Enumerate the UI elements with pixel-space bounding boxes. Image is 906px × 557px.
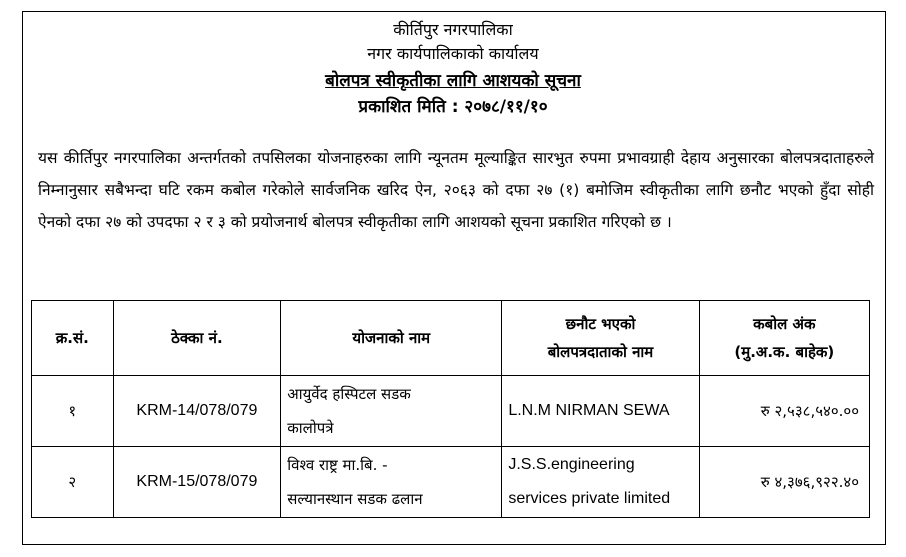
notice-title-text: बोलपत्र स्वीकृतीका लागि आशयको सूचना xyxy=(325,71,581,91)
row-project xyxy=(281,447,502,518)
header-sn: क्र.सं. xyxy=(32,301,114,376)
header-amount-line1: कबोल अंक xyxy=(753,315,816,333)
row-project-line2: सल्यानस्थान सडक ढलान xyxy=(287,490,423,508)
notice-title xyxy=(0,68,906,91)
row-project-line1: आयुर्वेद हस्पिटल सडक xyxy=(287,385,411,403)
header-bidder-line2: बोलपत्रदाताको नाम xyxy=(547,343,654,361)
table-row xyxy=(32,376,870,447)
row-sn: १ xyxy=(32,376,114,447)
header-bidder xyxy=(502,301,699,376)
header-amount xyxy=(699,301,869,376)
row-bidder-line2: services private limited xyxy=(508,490,671,507)
header-contract: ठेक्का नं. xyxy=(113,301,281,376)
table-header-row xyxy=(32,301,870,376)
municipality-name: कीर्तिपुर नगरपालिका xyxy=(393,20,513,39)
office-name: नगर कार्यपालिकाको कार्यालय xyxy=(367,44,539,63)
row-project-line1: विश्व राष्ट्र मा.बि. - xyxy=(287,456,388,474)
row-sn: २ xyxy=(32,447,114,518)
row-project xyxy=(281,376,502,447)
row-bidder xyxy=(502,376,699,447)
row-contract: KRM-14/078/079 xyxy=(113,376,281,447)
notice-body: यस कीर्तिपुर नगरपालिका अन्तर्गतको तपसिलका योजनाहरुका लागि न्यूनतम मूल्याङ्कित सारभुत रुपमा प्रभावग्राही देहाय अनुसारका बोलपत्रदाताहरुले निम्नानुसार सबैभन्दा घटि रकम कबोल गरेकोले सार्वजनिक खरिद ऐन, २०६३ को दफा २७ (१) बमोजिम स्वीकृतीका लागि छनौट भएको हुँदा सोही ऐनको दफा २७ को उपदफा २ र ३ को प्रयोजनार्थ बोलपत्र स्वीकृतीका लागि आशयको सूचना प्रकाशित गरिएको छ । xyxy=(38,149,874,231)
row-amount: रु २,५३८,५४०.०० xyxy=(699,376,869,447)
row-bidder-line1: J.S.S.engineering xyxy=(508,456,635,473)
bid-table xyxy=(31,300,870,518)
row-amount: रु ४,३७६,९२२.४० xyxy=(699,447,869,518)
header-bidder-line1: छनौट भएको xyxy=(565,315,636,333)
row-bidder-line1: L.N.M NIRMAN SEWA xyxy=(508,402,670,419)
row-bidder xyxy=(502,447,699,518)
published-date: प्रकाशित मिति : २०७८/११/१० xyxy=(358,97,548,117)
row-contract: KRM-15/078/079 xyxy=(113,447,281,518)
header-project: योजनाको नाम xyxy=(281,301,502,376)
table-row xyxy=(32,447,870,518)
row-project-line2: कालोपत्रे xyxy=(287,419,334,437)
header-amount-line2: (मु.अ.क. बाहेक) xyxy=(734,343,835,361)
